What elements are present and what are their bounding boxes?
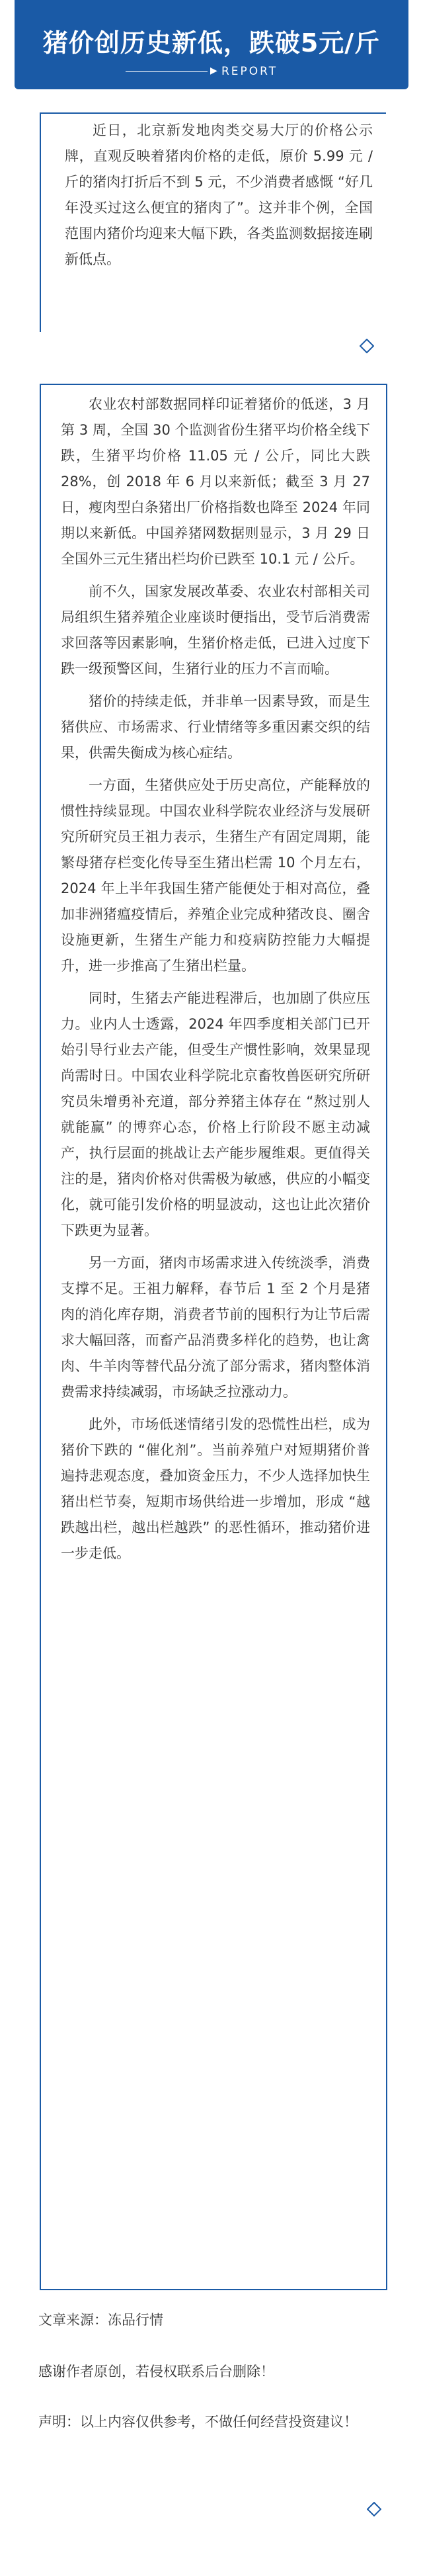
intro-card — [40, 112, 386, 332]
body-paragraph: 另一方面，猪肉市场需求进入传统淡季，消费支撑不足。王祖力解释，春节后 1 至 2 个月是猪肉的消化库存期，消费者节前的囤积行为让节后需求大幅回落，而畜产品消费多样化的趋势，也让禽肉、牛羊肉等替代品分流了部分需求，猪肉整体消费需求持续减弱，市场缺乏拉涨动力。 — [61, 1255, 370, 1400]
body-paragraph: 农业农村部数据同样印证着猪价的低迷，3 月第 3 周，全国 30 个监测省份生猪平均价格全线下跌，生猪平均价格 11.05 元 / 公斤，同比大跌 28%，创 2018 年 6 月以来新低；截至 3 月 27 日，瘦肉型白条猪出厂价格指数也降至 2024 年同期以来新低。中国养猪网数据则显示，3 月 29 日全国外三元生猪出栏均价已跌至 10.1 元 / 公斤。 — [61, 396, 370, 567]
header — [0, 0, 423, 99]
corner-bracket-icon — [367, 2502, 381, 2516]
body-paragraph: 猪价的持续走低，并非单一因素导致，而是生猪供应、市场需求、行业情绪等多重因素交织的结果，供需失衡成为核心症结。 — [61, 693, 370, 761]
report-label: REPORT — [221, 65, 278, 78]
page-title: 猪价创历史新低，跌破5元/斤 — [42, 28, 381, 58]
corner-bracket-icon — [360, 339, 374, 353]
body-paragraph: 前不久，国家发展改革委、农业农村部相关司局组织生猪养殖企业座谈时便指出，受节后消费需求回落等因素影响，生猪价格走低，已进入过度下跌一级预警区间，生猪行业的压力不言而喻。 — [61, 583, 370, 677]
intro-paragraph: 近日，北京新发地肉类交易大厅的价格公示牌，直观反映着猪肉价格的走低，原价 5.99 元 / 斤的猪肉打折后不到 5 元，不少消费者感慨 “好几年没买过这么便宜的猪肉了”。这并非个例，全国范围内猪价均迎来大幅下跌，各类监测数据接连刷新低点。 — [65, 122, 373, 267]
body-paragraph: 一方面，生猪供应处于历史高位，产能释放的惯性持续显现。中国农业科学院农业经济与发展研究所研究员王祖力表示，生猪生产有固定周期，能繁母猪存栏变化传导至生猪出栏需 10 个月左右，2024 年上半年我国生猪产能便处于相对高位，叠加非洲猪瘟疫情后，养殖企业完成种猪改良、圈舍设施更新，生猪生产能力和疫病防控能力大幅提升，进一步推高了生猪出栏量。 — [61, 777, 370, 974]
report-divider — [126, 71, 208, 72]
report-label-row — [126, 65, 304, 78]
disclaimer: 声明：以上内容仅供参考，不做任何经营投资建议！ — [38, 2414, 358, 2430]
page-bottom — [0, 2554, 423, 2576]
body-card — [40, 384, 387, 2290]
triangle-right-icon: ▶ — [210, 65, 217, 76]
body-paragraph: 同时，生猪去产能进程滞后，也加剧了供应压力。业内人士透露，2024 年四季度相关部门已开始引导行业去产能，但受生产惯性影响，效果显现尚需时日。中国农业科学院北京畜牧兽医研究所研究员朱增勇补充道，部分养猪主体存在 “熬过别人就能赢” 的博弈心态，价格上行阶段不愿主动减产，执行层面的挑战让去产能步履维艰。更值得关注的是，猪肉价格对供需极为敏感，供应的小幅变化，就可能引发价格的明显波动，这也让此次猪价下跌更为显著。 — [61, 990, 370, 1238]
thanks-note: 感谢作者原创，若侵权联系后台删除！ — [38, 2364, 274, 2380]
body-content — [61, 392, 370, 1567]
body-paragraph: 此外，市场低迷情绪引发的恐慌性出栏，成为猪价下跌的 “催化剂”。当前养殖户对短期猪价普遍持悲观态度，叠加资金压力，不少人选择加快生猪出栏节奏，短期市场供给进一步增加，形成 “越跌越出栏，越出栏越跌” 的恶性循环，推动猪价进一步走低。 — [61, 1416, 370, 1561]
article-source: 文章来源：冻品行情 — [38, 2312, 163, 2328]
